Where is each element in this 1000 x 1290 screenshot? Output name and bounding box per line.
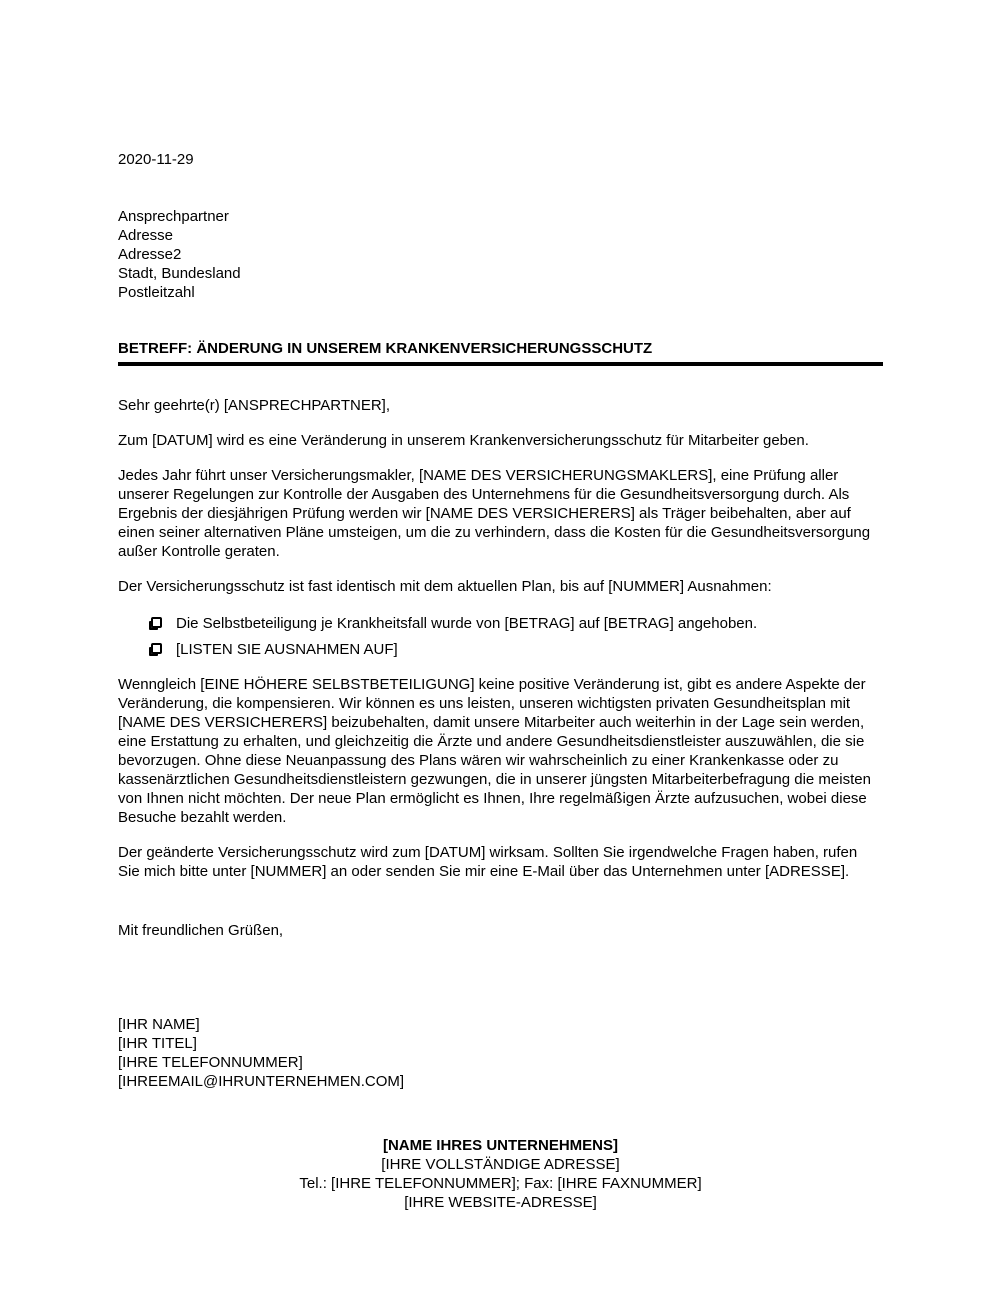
- footer-tel-fax: Tel.: [IHRE TELEFONNUMMER]; Fax: [IHRE FAXNUMMER]: [299, 1175, 702, 1192]
- recipient-address1: Adresse: [118, 227, 174, 244]
- paragraph-broker-review: Jedes Jahr führt unser Versicherungsmakler, [NAME DES VERSICHERUNGSMAKLERS], eine Prüfung aller unserer Regelungen zur Kontrolle der Ausgaben des Unternehmens für die Gesundheitsversorgung durch. Als Ergebnis der diesjährigen Prüfung werden wir [NAME DES VERSICHERERS] als Träger beibehalten, aber auf einen seiner alternativen Pläne umsteigen, um die zu verhindern, dass die Kosten für die Gesundheitsversorgung außer Kontrolle geraten.: [118, 467, 871, 560]
- list-item-text: Die Selbstbeteiligung je Krankheitsfall wurde von [BETRAG] auf [BETRAG] angehoben.: [176, 615, 758, 632]
- checkbox-icon: [151, 643, 162, 654]
- recipient-block: [118, 207, 883, 302]
- paragraph-tradeoffs: Wenngleich [EINE HÖHERE SELBSTBETEILIGUNG] keine positive Veränderung ist, gibt es andere Aspekte der Veränderung, die kompensieren. Wir können es uns leisten, unseren wichtigsten privaten Gesundheitsplan mit [NAME DES VERSICHERERS] beizubehalten, damit unsere Mitarbeiter auch weiterhin in der Lage sein werden, eine Erstattung zu erhalten, und gleichzeitig die Ärzte und andere Gesundheitsdienstleister auszuwählen, die sie bevorzugen. Ohne diese Neuanpassung des Plans wären wir wahrscheinlich zu einer Krankenkasse oder zu kassenärztlichen Gesundheitsdienstleistern gezwungen, die in unserer jüngsten Mitarbeiterbefragung die meisten von Ihnen nicht möchten. Der neue Plan ermöglicht es Ihnen, Ihre regelmäßigen Ärzte aufzusuchen, wobei diese Besuche bezahlt werden.: [118, 676, 871, 826]
- signature-name: [IHR NAME]: [118, 1016, 200, 1033]
- recipient-contact: Ansprechpartner: [118, 208, 229, 225]
- recipient-city-state: Stadt, Bundesland: [118, 265, 241, 282]
- subject-divider: [118, 362, 883, 366]
- subject-line: BETREFF: ÄNDERUNG IN UNSEREM KRANKENVERSICHERUNGSSCHUTZ: [118, 340, 653, 357]
- paragraph-exceptions-lead: Der Versicherungsschutz ist fast identisch mit dem aktuellen Plan, bis auf [NUMMER] Ausnahmen:: [118, 578, 772, 595]
- exceptions-list: [118, 614, 883, 659]
- recipient-postal-code: Postleitzahl: [118, 284, 195, 301]
- paragraph-effective-date: Der geänderte Versicherungsschutz wird zum [DATUM] wirksam. Sollten Sie irgendwelche Fragen haben, rufen Sie mich bitte unter [NUMMER] an oder senden Sie mir eine E-Mail über das Unternehmen unter [ADRESSE].: [118, 844, 858, 880]
- signature-title: [IHR TITEL]: [118, 1035, 197, 1052]
- list-item-text: [LISTEN SIE AUSNAHMEN AUF]: [176, 641, 398, 658]
- list-item: [148, 640, 883, 659]
- footer-address: [IHRE VOLLSTÄNDIGE ADRESSE]: [381, 1156, 620, 1173]
- company-footer: [118, 1136, 883, 1212]
- footer-website: [IHRE WEBSITE-ADRESSE]: [404, 1194, 597, 1211]
- signature-email: [IHREEMAIL@IHRUNTERNEHMEN.COM]: [118, 1073, 405, 1090]
- letter-date: 2020-11-29: [118, 151, 194, 168]
- footer-company-name: [NAME IHRES UNTERNEHMENS]: [382, 1137, 618, 1154]
- paragraph-intro: Zum [DATUM] wird es eine Veränderung in unserem Krankenversicherungsschutz für Mitarbeiter geben.: [118, 432, 809, 449]
- checkbox-icon: [151, 617, 162, 628]
- closing-line: Mit freundlichen Grüßen,: [118, 922, 284, 939]
- salutation: Sehr geehrte(r) [ANSPRECHPARTNER],: [118, 397, 391, 414]
- signature-block: [118, 1015, 883, 1091]
- list-item: [148, 614, 883, 633]
- signature-phone: [IHRE TELEFONNUMMER]: [118, 1054, 303, 1071]
- recipient-address2: Adresse2: [118, 246, 182, 263]
